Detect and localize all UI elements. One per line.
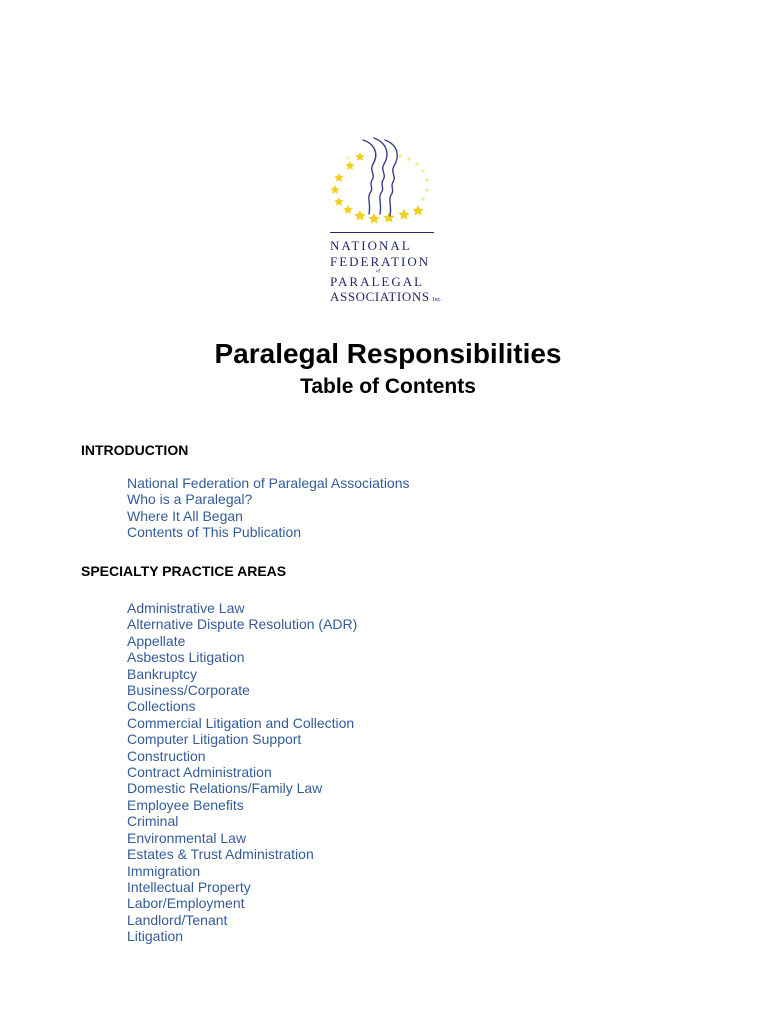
toc-link[interactable]: Landlord/Tenant [127, 911, 228, 928]
nfpa-logo [300, 128, 470, 328]
toc-link[interactable]: Appellate [127, 632, 186, 649]
toc-link[interactable]: Who is a Paralegal? [127, 491, 253, 508]
section-heading-introduction: INTRODUCTION [81, 442, 189, 458]
toc-link[interactable]: Commercial Litigation and Collection [127, 714, 355, 731]
toc-link[interactable]: Estates & Trust Administration [127, 846, 314, 863]
toc-link[interactable]: Bankruptcy [127, 665, 198, 682]
toc-link[interactable]: Immigration [127, 862, 201, 879]
toc-link[interactable]: Alternative Dispute Resolution (ADR) [127, 616, 358, 633]
document-title: Paralegal Responsibilities [214, 338, 562, 369]
logo-line-federation: FEDERATION [330, 254, 431, 269]
toc-list-specialty-practice-areas [127, 600, 357, 945]
toc-link[interactable]: Collections [127, 698, 196, 715]
logo-line-associations [330, 290, 470, 303]
toc-link[interactable]: Criminal [127, 813, 179, 830]
nfpa-emblem-icon [300, 128, 470, 232]
logo-inc: Inc. [432, 297, 442, 303]
toc-link[interactable]: Environmental Law [127, 829, 247, 846]
toc-link[interactable]: Contents of This Publication [127, 524, 302, 541]
logo-wordmark [330, 238, 470, 303]
logo-divider [330, 232, 434, 233]
document-subtitle: Table of Contents [300, 375, 476, 398]
toc-link[interactable]: Administrative Law [127, 600, 245, 616]
toc-link[interactable]: Labor/Employment [127, 895, 245, 912]
toc-link[interactable]: Construction [127, 747, 206, 764]
logo-line-paralegal: PARALEGAL [330, 274, 425, 289]
toc-link[interactable]: National Federation of Paralegal Associations [127, 475, 410, 491]
logo-of: of [376, 269, 380, 274]
toc-link[interactable]: Business/Corporate [127, 682, 250, 699]
toc-link[interactable]: Employee Benefits [127, 796, 244, 813]
toc-link[interactable]: Where It All Began [127, 507, 243, 524]
logo-associations-text: ASSOCIATIONS [330, 289, 430, 304]
toc-link[interactable]: Domestic Relations/Family Law [127, 780, 323, 797]
toc-list-introduction [127, 475, 410, 541]
toc-link[interactable]: Litigation [127, 928, 184, 945]
toc-link[interactable]: Asbestos Litigation [127, 649, 245, 666]
toc-link[interactable]: Computer Litigation Support [127, 731, 302, 748]
logo-line-national: NATIONAL [330, 238, 412, 253]
toc-link[interactable]: Contract Administration [127, 764, 272, 781]
section-heading-specialty-practice-areas: SPECIALTY PRACTICE AREAS [81, 563, 287, 579]
toc-link[interactable]: Intellectual Property [127, 878, 251, 895]
